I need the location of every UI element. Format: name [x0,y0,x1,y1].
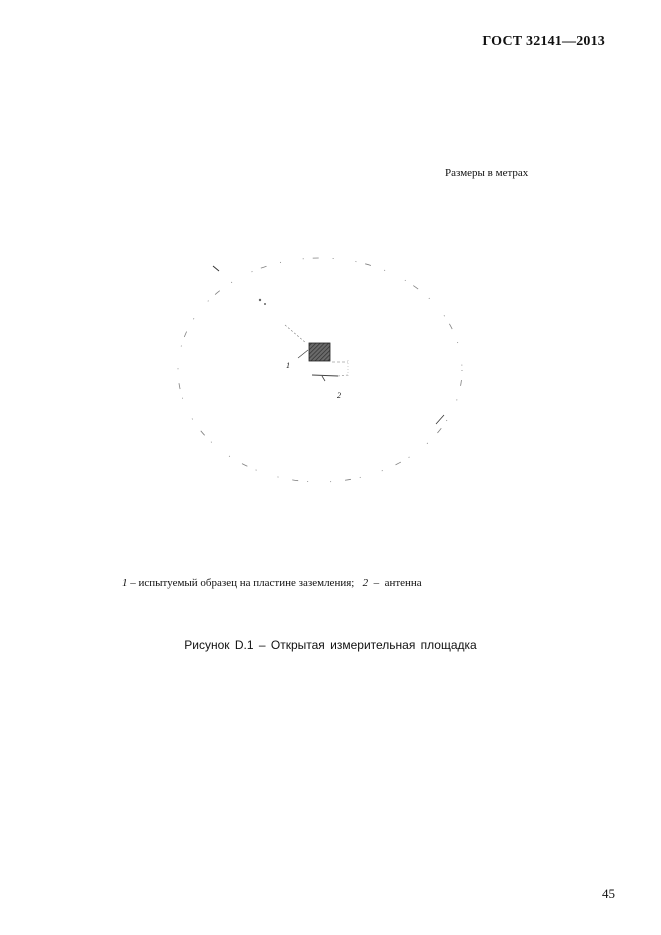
antenna-element [312,375,338,376]
document-code: ГОСТ 32141—2013 [482,34,605,49]
figure-caption: Рисунок D.1 – Открытая измерительная площадка [184,638,477,652]
test-site-figure [160,210,480,500]
leader-line [285,325,306,343]
eut-ground-plane [309,343,330,361]
antenna-leader [322,376,325,381]
callout-1: 1 [286,361,290,370]
test-site-drawing [160,210,480,500]
site-boundary-ellipse [178,258,462,482]
callout-2: 2 [337,391,341,400]
figure-legend [122,577,422,589]
legend-num-2: 2 [362,577,369,589]
legend-text-1: – испытуемый образец на пластине заземления; [127,577,363,589]
antenna-feed [338,375,348,376]
eut-leader [298,350,308,358]
dimensions-note: Размеры в метрах [445,167,529,179]
stray-dot [264,303,266,305]
page-number: 45 [602,886,615,901]
legend-num-1: 1 [122,577,128,589]
boundary-tick [436,415,444,424]
stray-dot [259,299,261,301]
legend-text-2: – антенна [368,577,422,589]
boundary-tick [213,266,219,271]
